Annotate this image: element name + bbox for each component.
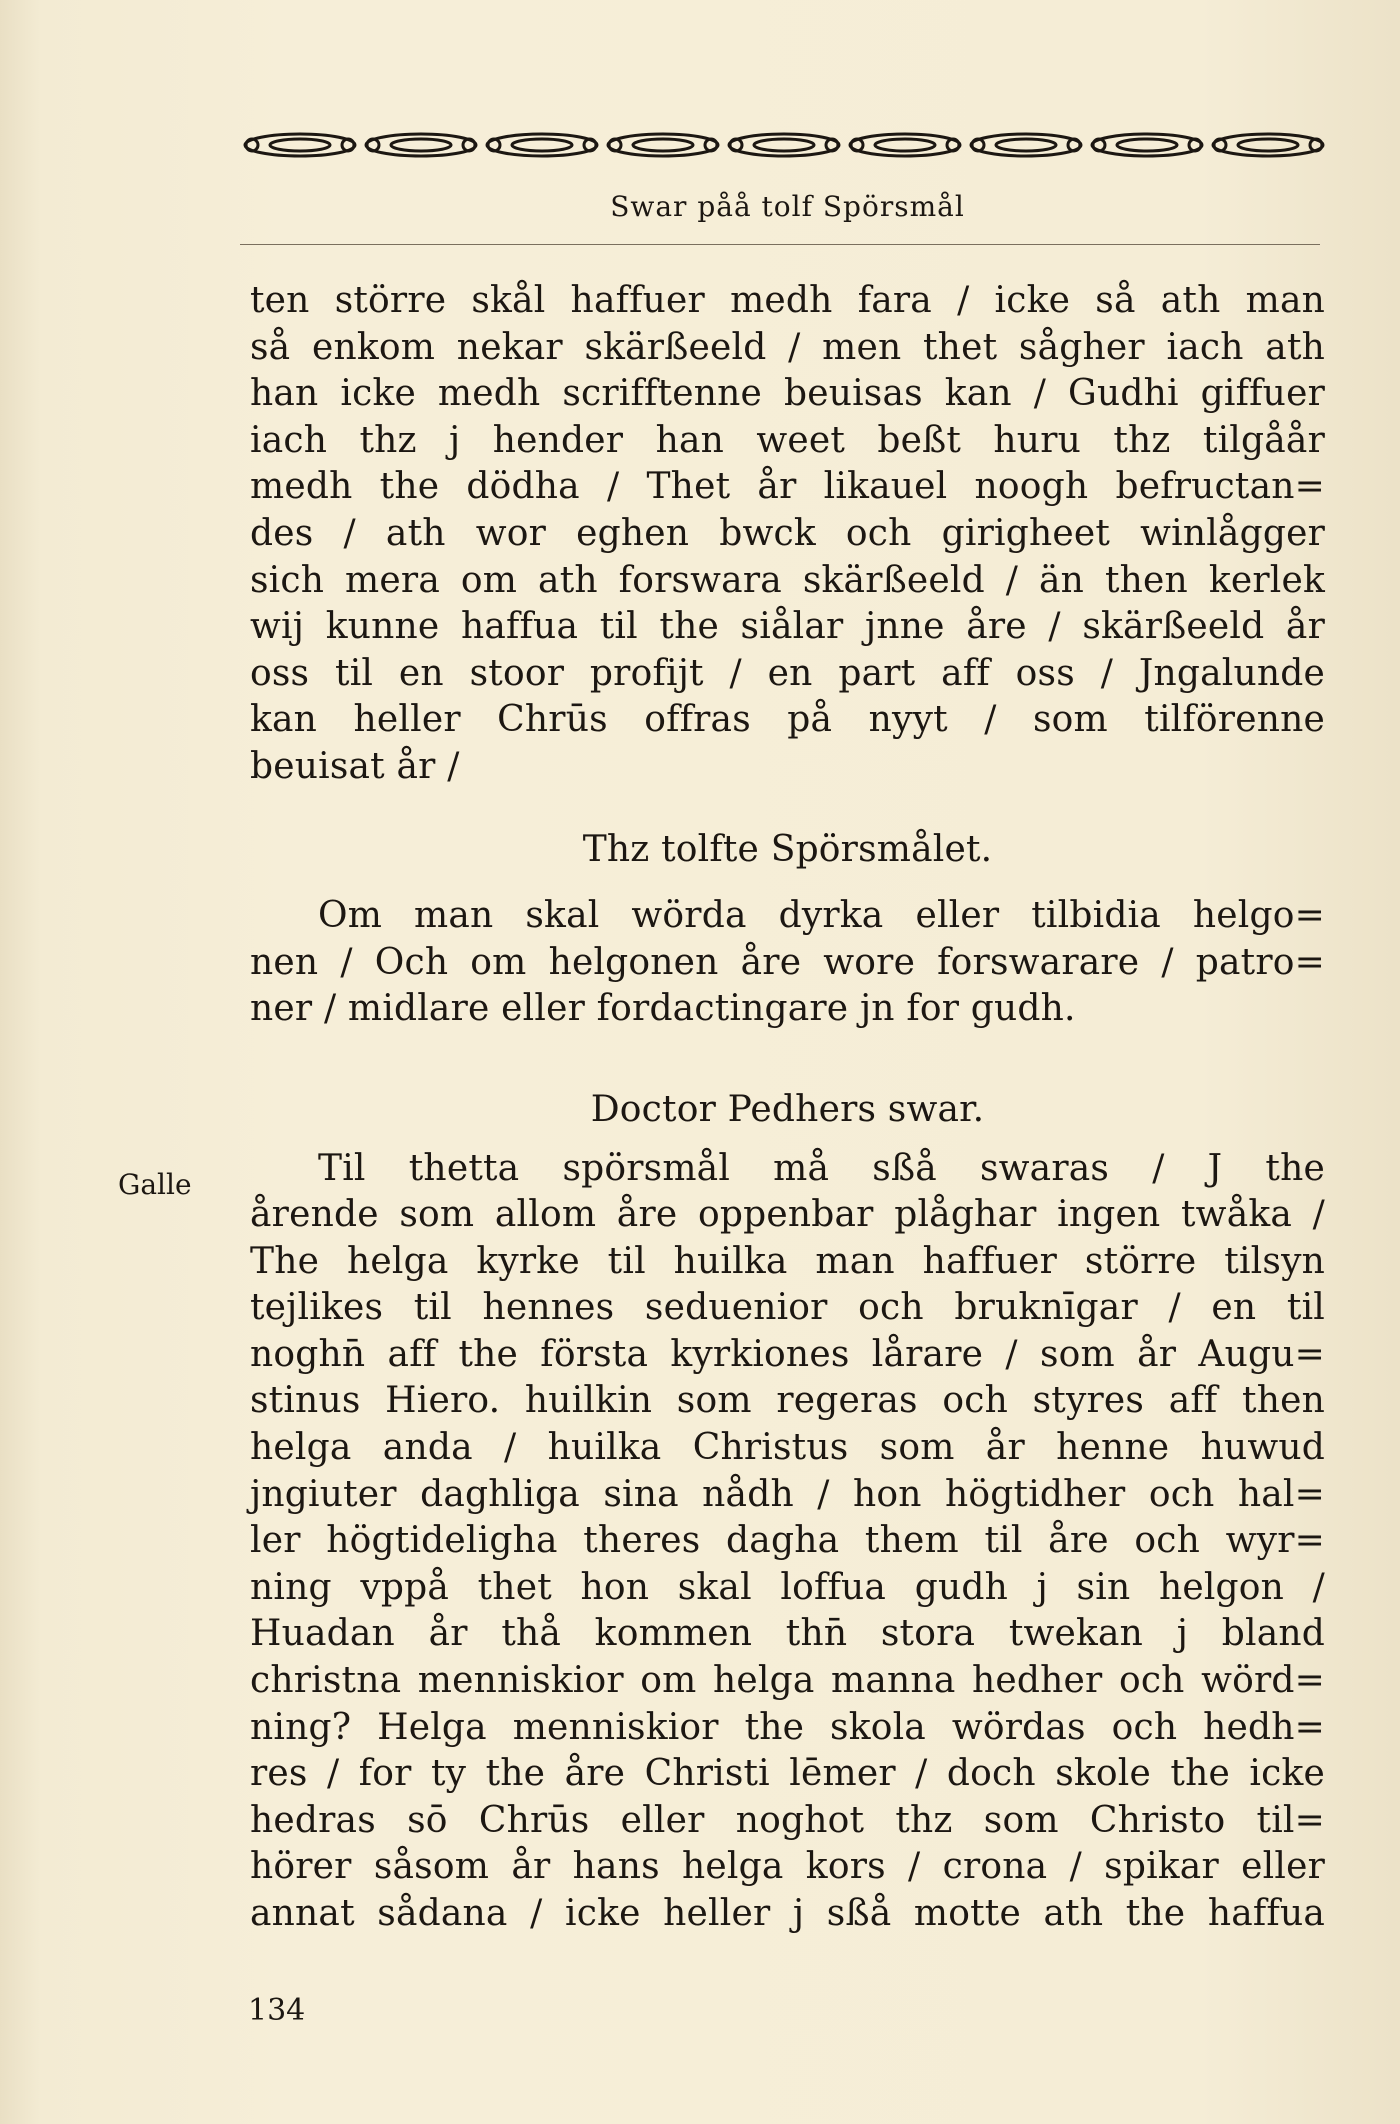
text-line: des / ath wor eghen bwck och girigheet winlågger (250, 512, 1325, 554)
text-line: kan heller Chrūs offras på nyyt / som tilförenne (250, 699, 1325, 741)
answer-paragraph (250, 1146, 1325, 1938)
section-heading: Doctor Pedhers swar. (590, 1088, 985, 1130)
paragraph-1 (250, 278, 1325, 791)
text-line: beuisat år / (250, 745, 460, 787)
page-number: 134 (248, 1993, 306, 2028)
text-line: så enkom nekar skärßeeld / men thet sågher iach ath (250, 326, 1325, 368)
text-line: iach thz j hender han weet beßt huru thz tilgåår (250, 419, 1325, 461)
text-line: ler högtideligha theres dagha them til åre och wyr= (250, 1520, 1325, 1562)
ornament-border (240, 128, 1335, 162)
text-line: Om man skal wörda dyrka eller tilbidia helgo= (318, 895, 1325, 937)
text-line: hedras sō Chrūs eller noghot thz som Christo til= (250, 1799, 1325, 1841)
text-line: sich mera om ath forswara skärßeeld / än then kerlek (250, 559, 1325, 601)
text-line: ten större skål haffuer medh fara / icke så ath man (250, 280, 1325, 321)
section-heading: Thz tolfte Spörsmålet. (582, 828, 993, 870)
text-line: noghn̄ aff the första kyrkiones lårare / som år Augu= (250, 1333, 1325, 1375)
text-line: Huadan år thå kommen thn̄ stora twekan j bland (250, 1613, 1325, 1655)
text-line: wij kunne haffua til the siålar jnne åre / skärßeeld år (250, 606, 1325, 648)
text-line: tejlikes til hennes seduenior och bruknīgar / en til (250, 1287, 1325, 1329)
text-line: ning vppå thet hon skal loffua gudh j sin helgon / (250, 1566, 1325, 1608)
text-line: annat sådana / icke heller j sßå motte ath the haffua (250, 1893, 1325, 1934)
text-line: The helga kyrke til huilka man haffuer större tilsyn (250, 1240, 1325, 1282)
text-line: nen / Och om helgonen åre wore forswarare / patro= (250, 941, 1325, 983)
text-line: han icke medh scrifftenne beuisas kan / Gudhi giffuer (250, 373, 1325, 415)
text-line: stinus Hiero. huilkin som regeras och styres aff then (250, 1380, 1325, 1422)
text-line: christna menniskior om helga manna hedher och wörd= (250, 1660, 1325, 1702)
header-rule (240, 244, 1320, 245)
text-line: årende som allom åre oppenbar plåghar ingen twåka / (250, 1194, 1325, 1236)
text-line: Til thetta spörsmål må sßå swaras / J the (318, 1147, 1325, 1189)
text-line: helga anda / huilka Christus som år henne huwud (250, 1427, 1325, 1469)
text-line: oss til en stoor profijt / en part aff oss / Jngalunde (250, 652, 1325, 694)
text-line: ning? Helga menniskior the skola wördas och hedh= (250, 1706, 1325, 1748)
text-line: hörer såsom år hans helga kors / crona / spikar eller (250, 1846, 1325, 1888)
text-line: res / for ty the åre Christi lēmer / doch skole the icke (250, 1753, 1325, 1795)
margin-note: Galle (118, 1168, 192, 1201)
question-paragraph (250, 893, 1325, 1033)
body-text (250, 278, 1325, 1938)
text-line: ner / midlare eller fordactingare jn for gudh. (250, 988, 1076, 1030)
text-line: jngiuter daghliga sina nådh / hon högtidher och hal= (250, 1473, 1325, 1515)
running-head: Swar påå tolf Spörsmål (610, 190, 965, 223)
text-line: medh the dödha / Thet år likauel noogh befructan= (250, 466, 1325, 508)
